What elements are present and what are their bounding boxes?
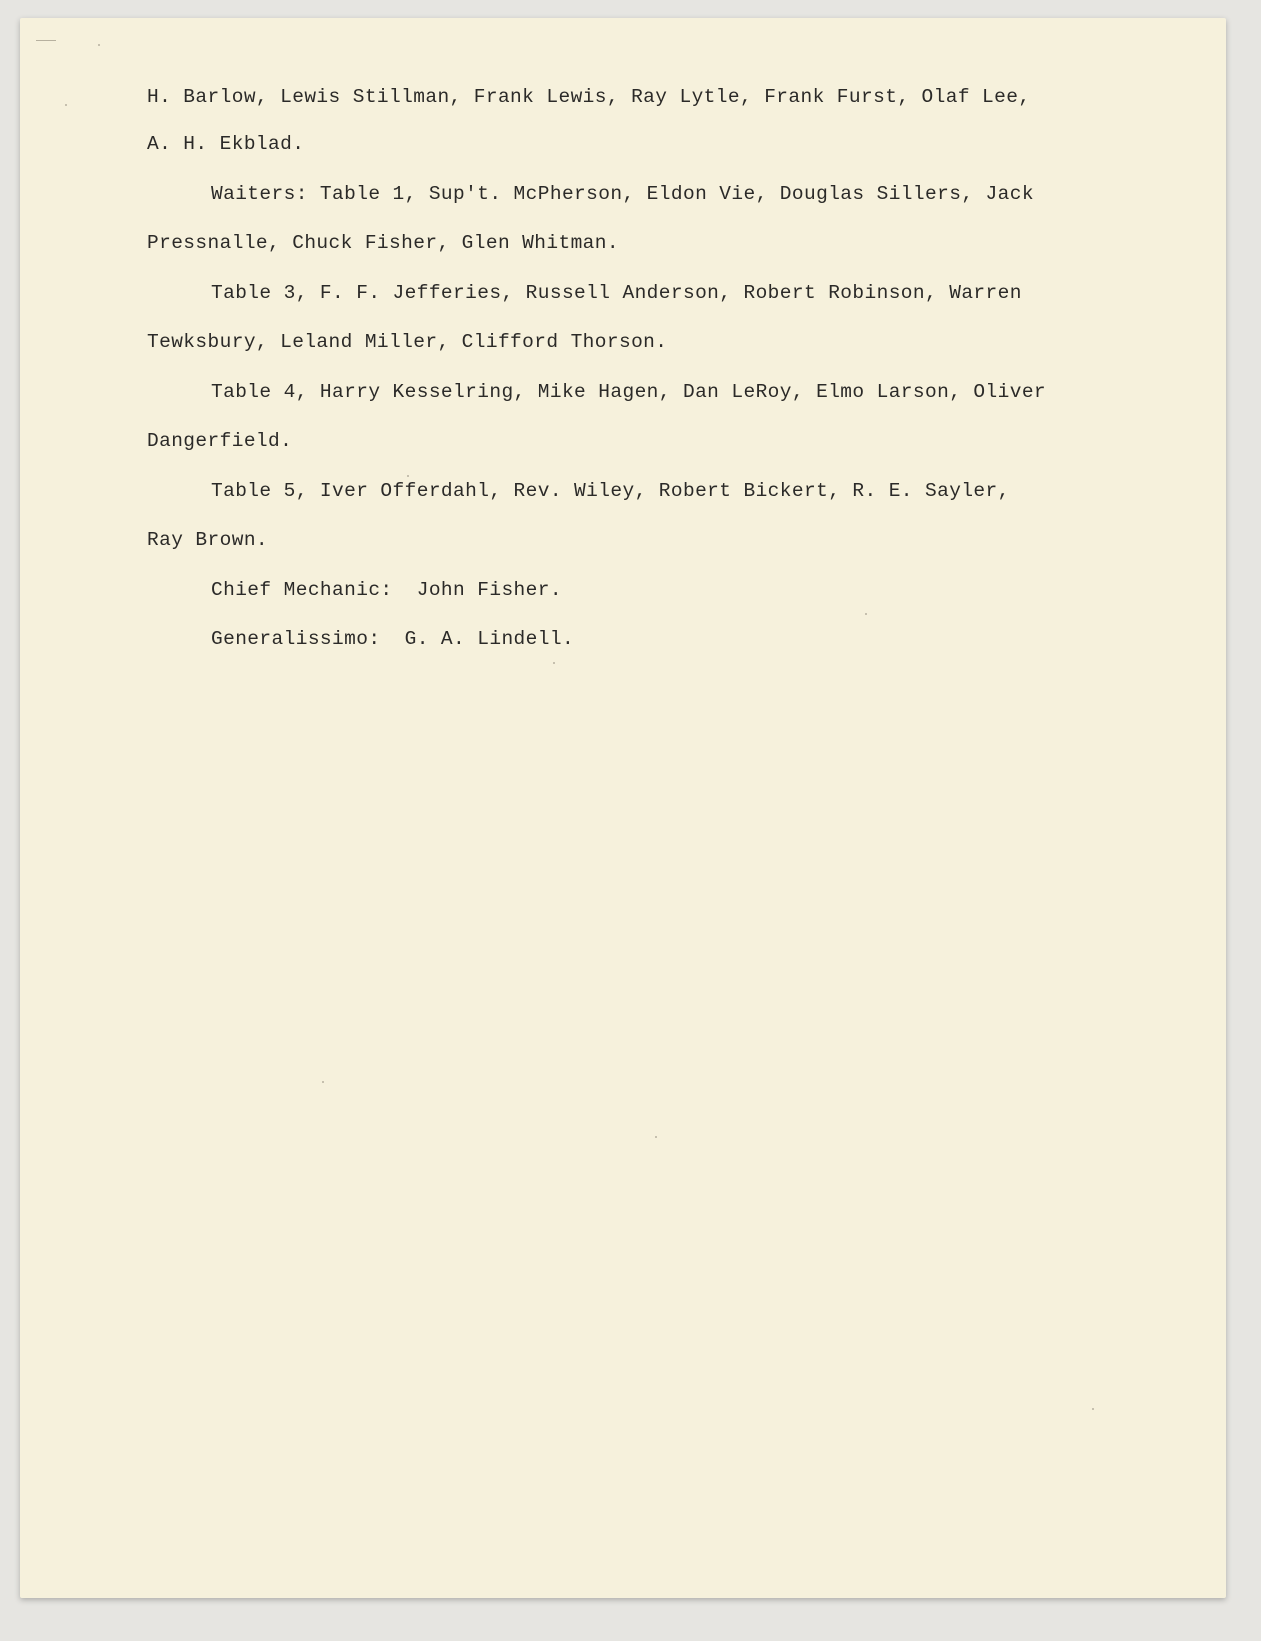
paper-speck bbox=[407, 475, 409, 477]
text-line: Tewksbury, Leland Miller, Clifford Thorson. bbox=[147, 331, 668, 353]
text-line: Chief Mechanic: John Fisher. bbox=[211, 579, 562, 601]
text-line: Table 4, Harry Kesselring, Mike Hagen, Dan LeRoy, Elmo Larson, Oliver bbox=[211, 381, 1047, 403]
paper-speck bbox=[655, 1136, 657, 1138]
text-line: Table 3, F. F. Jefferies, Russell Anderson, Robert Robinson, Warren bbox=[211, 282, 1022, 304]
paper-speck bbox=[553, 662, 555, 664]
text-line: Waiters: Table 1, Sup't. McPherson, Eldon Vie, Douglas Sillers, Jack bbox=[211, 183, 1034, 205]
paper-speck bbox=[65, 104, 67, 106]
paper-speck bbox=[865, 613, 867, 615]
text-line: Pressnalle, Chuck Fisher, Glen Whitman. bbox=[147, 232, 619, 254]
text-line: Dangerfield. bbox=[147, 430, 293, 452]
text-line: Table 5, Iver Offerdahl, Rev. Wiley, Robert Bickert, R. E. Sayler, bbox=[211, 480, 1010, 502]
paper-speck bbox=[1092, 1408, 1094, 1410]
paper-sheet bbox=[20, 18, 1226, 1598]
text-line: Generalissimo: G. A. Lindell. bbox=[211, 628, 575, 650]
typed-text-body bbox=[20, 18, 1226, 1598]
paper-speck bbox=[98, 44, 100, 46]
text-line: Ray Brown. bbox=[147, 529, 269, 551]
text-line: A. H. Ekblad. bbox=[147, 133, 305, 155]
paper-mark bbox=[36, 40, 56, 41]
text-line: H. Barlow, Lewis Stillman, Frank Lewis, Ray Lytle, Frank Furst, Olaf Lee, bbox=[147, 86, 1031, 108]
paper-speck bbox=[322, 1081, 324, 1083]
